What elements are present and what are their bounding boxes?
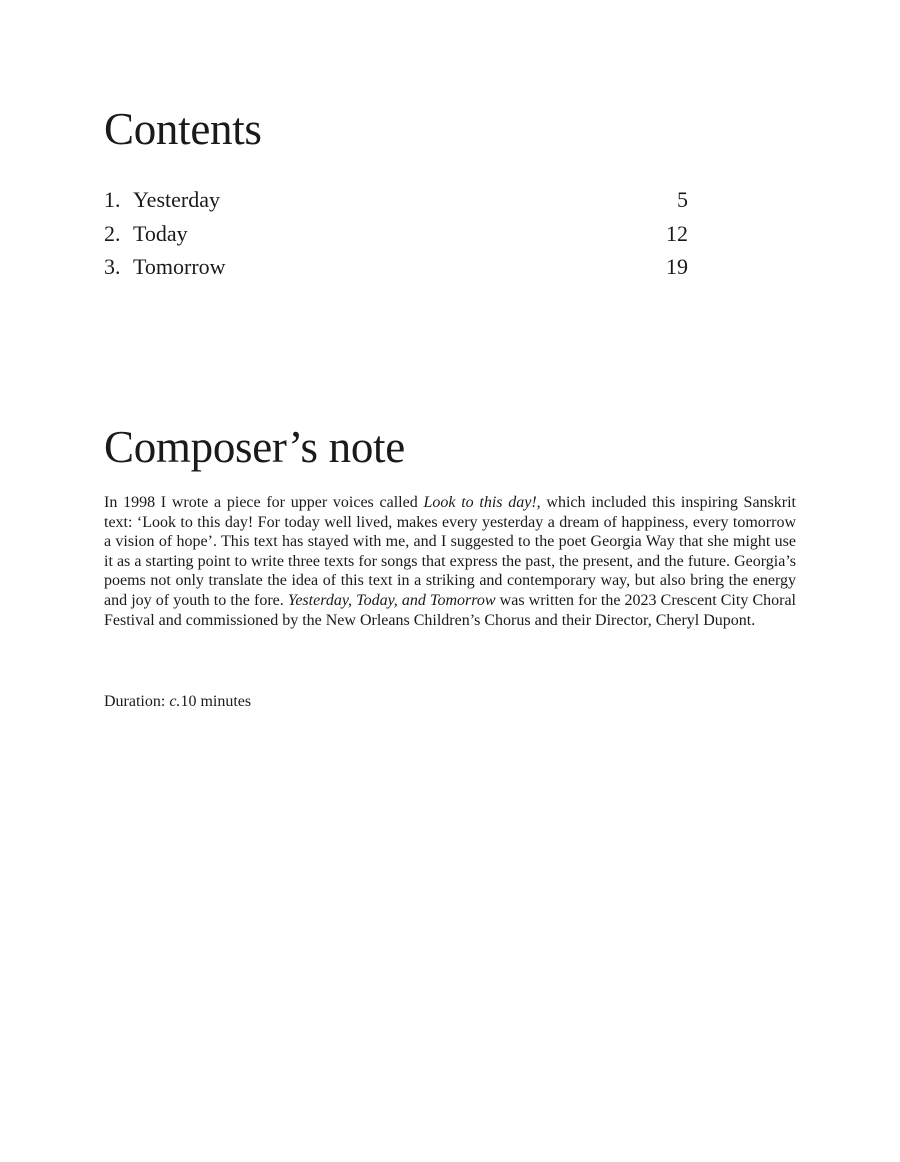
toc-entry — [104, 217, 688, 251]
composers-note-heading: Composer’s note — [104, 422, 405, 472]
toc-entry — [104, 250, 688, 284]
duration-label: Duration: — [104, 693, 170, 710]
note-text-part2: , which included this inspiring Sanskrit text: ‘Look to this day! For today well lived, makes every yesterday a dream of happiness, every tomorrow a vision of hope’. This text has stayed with me, and I suggested to the poet Georgia Way that she might use it as a starting point to write three texts for songs that express the past, the present, and the future. Georgia’s poems not only translate the idea of this text in a striking and contemporary way, but also bring the energy and joy of youth to the fore. — [104, 494, 797, 609]
note-text-part3: was written for the 2023 Crescent City Choral Festival and commissioned by the New Orleans Children’s Chorus and their Director, Cheryl Dupont. — [104, 591, 796, 629]
toc-entry-number: 3. — [104, 254, 121, 279]
contents-heading: Contents — [104, 104, 262, 154]
duration-circa: c. — [169, 693, 181, 710]
toc-entry-page: 19 — [666, 254, 688, 279]
duration-value: 10 minutes — [180, 693, 252, 710]
toc-entry-title: Today — [133, 220, 188, 246]
toc-entry-number: 2. — [104, 220, 121, 246]
duration-line — [104, 692, 251, 712]
note-piece-title: Yesterday, Today, and Tomorrow — [287, 591, 496, 609]
composers-note-paragraph — [104, 493, 796, 630]
toc-entry-page: 5 — [677, 187, 688, 212]
toc-entry-number: 1. — [104, 187, 121, 212]
note-work-title: Look to this day! — [423, 494, 537, 511]
note-text-part1: In 1998 I wrote a piece for upper voices called — [104, 494, 424, 511]
toc-entry-title: Yesterday — [133, 187, 220, 212]
toc-entry-page: 12 — [666, 220, 688, 246]
toc-entry — [104, 183, 688, 217]
toc-entry-title: Tomorrow — [133, 254, 226, 279]
table-of-contents — [104, 183, 688, 284]
